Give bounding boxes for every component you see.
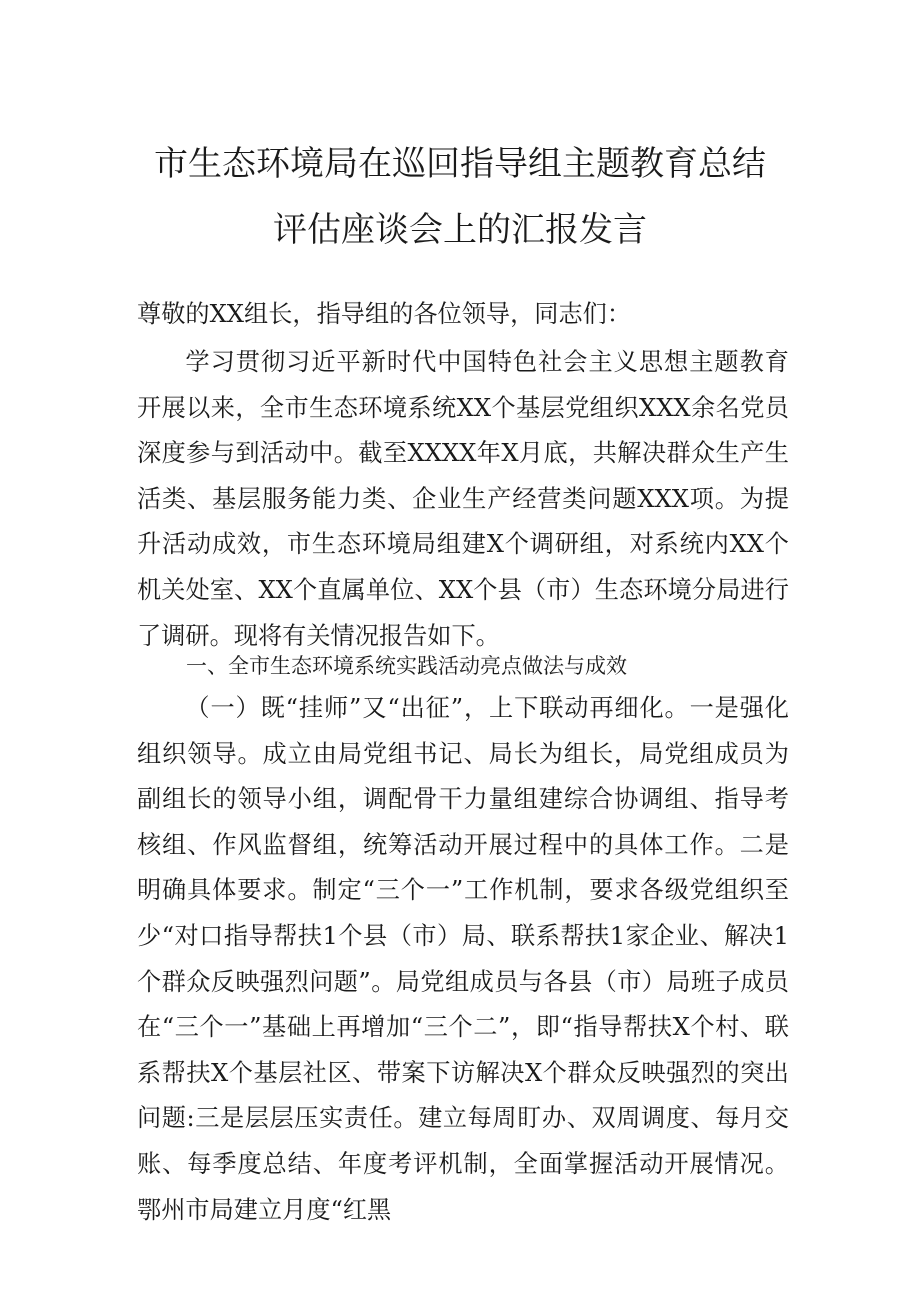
- document-title-line-1: 市生态环境局在巡回指导组主题教育总结: [154, 144, 766, 184]
- section-heading-1: 一、全市生态环境系统实践活动亮点做法与成效: [186, 654, 627, 678]
- paragraph-intro: [137, 340, 789, 659]
- document-title-line-2: 评估座谈会上的汇报发言: [273, 210, 647, 250]
- paragraph-section-1: [137, 686, 789, 1233]
- paragraph-section-1-text: （一）既“挂师”又“出征”，上下联动再细化。一是强化组织领导。成立由局党组书记、局长为组长，局党组成员为副组长的领导小组，调配骨干力量组建综合协调组、指导考核组、作风监督组，统筹活动开展过程中的具体工作。二是明确具体要求。制定“三个一”工作机制，要求各级党组织至少“对口指导帮扶1个县（市）局、联系帮扶1家企业、解决1个群众反映强烈问题”。局党组成员与各县（市）局班子成员在“三个一”基础上再增加“三个二”，即“指导帮扶X个村、联系帮扶X个基层社区、带案下访解决X个群众反映强烈的突出问题:三是层层压实责任。建立每周盯办、双周调度、每月交账、每季度总结、年度考评机制，全面掌握活动开展情况。鄂州市局建立月度“红黑: [137, 694, 789, 1224]
- salutation: 尊敬的XX组长，指导组的各位领导，同志们：: [137, 300, 632, 328]
- paragraph-intro-text: 学习贯彻习近平新时代中国特色社会主义思想主题教育开展以来，全市生态环境系统XX个基层党组织XXX余名党员深度参与到活动中。截至XXXX年X月底，共解决群众生产生活类、基层服务能力类、企业生产经营类问题XXX项。为提升活动成效，市生态环境局组建X个调研组，对系统内XX个机关处室、XX个直属单位、XX个县（市）生态环境分局进行了调研。现将有关情况报告如下。: [137, 348, 789, 650]
